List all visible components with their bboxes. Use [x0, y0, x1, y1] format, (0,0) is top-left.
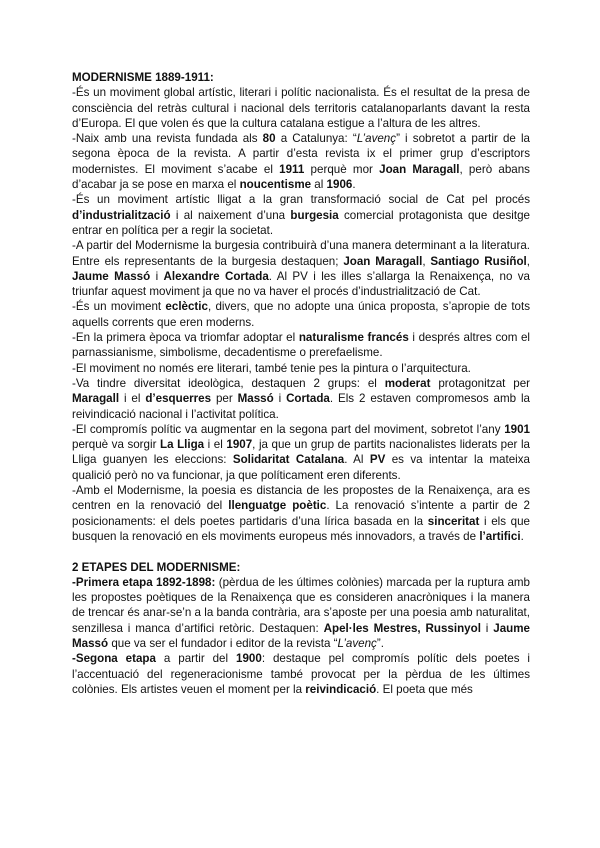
section-2-title: 2 ETAPES DEL MODERNISME: [72, 560, 241, 574]
paragraph-10: -Amb el Modernisme, la poesia es distancia de les propostes de la Renaixença, ara es centren en la renovació del llenguatge poètic. La renovació s’intente a partir de 2 posicionaments: el dels poetes partidaris d’una lírica basada en la sinceritat i els que busquen la renovació en els moviments europeus més innovadors, a través de l’artifici. [72, 484, 531, 543]
section-gap [72, 544, 530, 559]
paragraph-3: -És un moviment artístic lligat a la gran transformació social de Cat pel procés d’industrialització i al naixement d’una burgesia comercial protagonista que desitge entrar en política per a regir la societat. [72, 193, 530, 237]
document-page [72, 70, 530, 697]
section-1-title: MODERNISME 1889-1911: [72, 71, 214, 84]
paragraph-1: -És un moviment global artístic, literari i polític nacionalista. És el resultat de la presa de consciència del retràs cultural i nacional dels territoris catalanoparlants davant la resta d’Europa. El que volen és que la cultura catalana estigue a l’altura de les altres. [72, 86, 530, 130]
paragraph-9: -El compromís polític va augmentar en la segona part del moviment, sobretot l’any 1901 perquè va sorgir La Lliga i el 1907, ja que un grup de partits nacionalistes liderats per la Lliga guanyen les eleccions: Solidaritat Catalana. Al PV es va intentar la mateixa qualició però no va funcionar, ja que políticament eren diferents. [72, 422, 530, 482]
stage-1-paragraph: -Primera etapa 1892-1898: (pèrdua de les últimes colònies) marcada per la ruptura amb les propostes poètiques de la Renaixença que es consideren anacròniques i la manera de trencar és anar-se’n a la banda contrària, ara s’aposte per una poesia amb naturalitat, senzillesa i manca d’artifici retòric. Destaquen: Apel·les Mestres, Russinyol i Jaume Massó que va ser el fundador i editor de la revista “L’avenç”. [72, 575, 531, 650]
paragraph-6: -En la primera època va triomfar adoptar el naturalisme francés i després altres com el parnassianisme, simbolisme, decadentisme o prerefaelisme. [72, 331, 530, 360]
paragraph-2: -Naix amb una revista fundada als 80 a Catalunya: “L’avenç” i sobretot a partir de la segona època de la revista. A partir d’esta revista ix el primer grup d’escriptors modernistes. El moviment s’acabe el 1911 perquè mor Joan Maragall, però abans d’acabar ja se pose en marxa el noucentisme al 1906. [72, 132, 531, 192]
paragraph-8: -Va tindre diversitat ideològica, destaquen 2 grups: el moderat protagonitzat per Maragall i el d’esquerres per Massó i Cortada. Els 2 estaven compromesos amb la reivindicació nacional i l’activitat política. [72, 376, 531, 421]
stage-2-paragraph: -Segona etapa a partir del 1900: destaque pel compromís polític dels poetes i l’accentuació del regeneracionisme també provocat per la pèrdua de les últimes colònies. Els artistes veuen el moment per la reivindicació. El poeta que més [72, 652, 530, 696]
paragraph-4: -A partir del Modernisme la burgesia contribuirà d’una manera determinant a la literatura. Entre els representants de la burgesia destaquen; Joan Maragall, Santiago Rusiñol, Jaume Massó i Alexandre Cortada. Al PV i les illes s’allarga la Renaixença, no va triunfar aquest moviment ja que no va haver el procés d’industrialització de Cat. [72, 239, 531, 299]
paragraph-5: -És un moviment eclèctic, divers, que no adopte una única proposta, s’apropie de tots aquells corrents que eren moderns. [72, 300, 531, 329]
paragraph-7: -El moviment no només ere literari, també tenie pes la pintura o l’arquitectura. [72, 361, 471, 375]
